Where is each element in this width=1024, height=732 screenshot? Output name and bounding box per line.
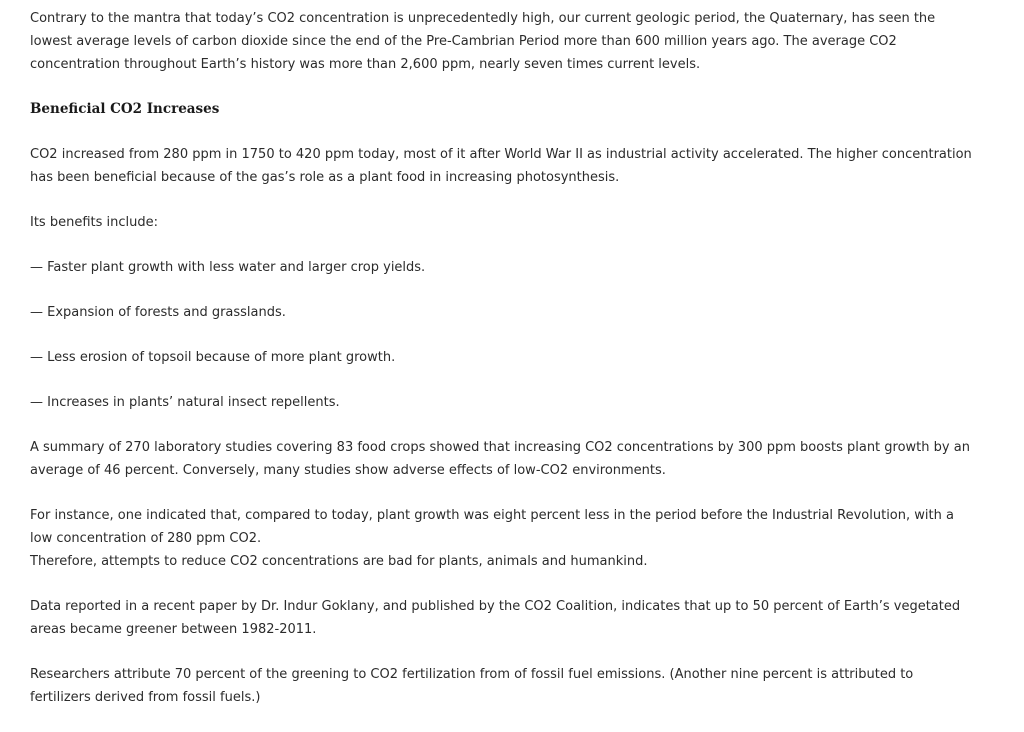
benefit-item: — Less erosion of topsoil because of more plant growth. (30, 350, 396, 365)
intro-paragraph: Contrary to the mantra that today’s CO2 concentration is unprecedentedly high, our current geologic period, the Quaternary, has seen the lowest average levels of carbon dioxide since the end of the Pre-Cambrian Period more than 600 million years ago. The average CO2 concentration throughout Earth’s history was more than 2,600 ppm, nearly seven times current levels. (30, 11, 936, 72)
instance-paragraph: For instance, one indicated that, compared to today, plant growth was eight percent less in the period before the Industrial Revolution, with a low concentration of 280 ppm CO2. (30, 508, 954, 546)
benefit-item: — Increases in plants’ natural insect repellents. (30, 395, 340, 410)
article-body (30, 7, 975, 731)
co2-increase-paragraph: CO2 increased from 280 ppm in 1750 to 420 ppm today, most of it after World War II as industrial activity accelerated. The higher concentration has been beneficial because of the gas’s role as a plant food in increasing photosynthesis. (30, 147, 972, 185)
goklany-data-paragraph: Data reported in a recent paper by Dr. Indur Goklany, and published by the CO2 Coalition, indicates that up to 50 percent of Earth’s vegetated areas became greener between 1982-2011. (30, 599, 961, 637)
section-heading: Beneficial CO2 Increases (30, 101, 220, 117)
benefits-intro: Its benefits include: (30, 215, 158, 230)
conclusion-paragraph: Therefore, attempts to reduce CO2 concentrations are bad for plants, animals and humankind. (30, 554, 648, 569)
benefit-item: — Faster plant growth with less water and larger crop yields. (30, 260, 426, 275)
benefit-item: — Expansion of forests and grasslands. (30, 305, 286, 320)
studies-summary-paragraph: A summary of 270 laboratory studies covering 83 food crops showed that increasing CO2 concentrations by 300 ppm boosts plant growth by an average of 46 percent. Conversely, many studies show adverse effects of low-CO2 environments. (30, 440, 970, 478)
greening-attribution-paragraph: Researchers attribute 70 percent of the greening to CO2 fertilization from of fossil fuel emissions. (Another nine percent is attributed to fertilizers derived from fossil fuels.) (30, 667, 914, 705)
